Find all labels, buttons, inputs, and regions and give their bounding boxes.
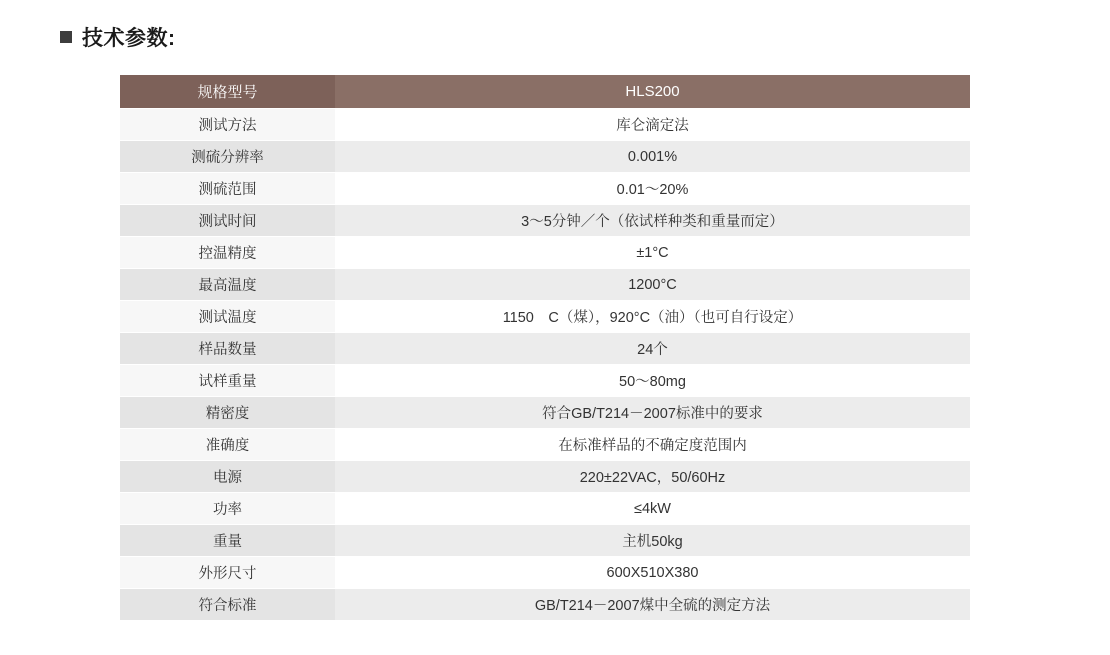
table-row xyxy=(120,333,970,365)
row-value: 0.001% xyxy=(335,141,970,173)
row-value: 24个 xyxy=(335,333,970,365)
row-value: 3～5分钟／个（依试样种类和重量而定） xyxy=(335,205,970,237)
table-row xyxy=(120,205,970,237)
row-value: ≤4kW xyxy=(335,493,970,525)
section-title-text: 技术参数: xyxy=(82,27,176,50)
row-label: 最高温度 xyxy=(120,269,335,301)
row-label: 测硫分辨率 xyxy=(120,141,335,173)
row-label: 功率 xyxy=(120,493,335,525)
row-label: 试样重量 xyxy=(120,365,335,397)
row-label: 准确度 xyxy=(120,429,335,461)
table-header-row xyxy=(120,75,970,109)
table-row xyxy=(120,557,970,589)
row-label: 测试方法 xyxy=(120,109,335,141)
table-row xyxy=(120,301,970,333)
table-header-value: HLS200 xyxy=(335,75,970,109)
table-row xyxy=(120,109,970,141)
table-row xyxy=(120,493,970,525)
row-label: 测试时间 xyxy=(120,205,335,237)
table-row xyxy=(120,461,970,493)
specifications-table xyxy=(120,74,970,621)
table-row xyxy=(120,237,970,269)
table-row xyxy=(120,589,970,621)
row-value: 600X510X380 xyxy=(335,557,970,589)
table-row xyxy=(120,173,970,205)
table-row xyxy=(120,365,970,397)
row-value: ±1°C xyxy=(335,237,970,269)
table-header-label: 规格型号 xyxy=(120,75,335,109)
table-row xyxy=(120,397,970,429)
row-value: 在标准样品的不确定度范围内 xyxy=(335,429,970,461)
row-value: 0.01～20% xyxy=(335,173,970,205)
row-label: 外形尺寸 xyxy=(120,557,335,589)
table-row xyxy=(120,269,970,301)
row-value: 220±22VAC，50/60Hz xyxy=(335,461,970,493)
row-label: 测试温度 xyxy=(120,301,335,333)
row-value: 1150 C（煤），920°C（油）（也可自行设定） xyxy=(335,301,970,333)
row-label: 重量 xyxy=(120,525,335,557)
row-value: 主机50kg xyxy=(335,525,970,557)
row-label: 符合标准 xyxy=(120,589,335,621)
row-label: 精密度 xyxy=(120,397,335,429)
row-value: 1200°C xyxy=(335,269,970,301)
row-value: GB/T214－2007煤中全硫的测定方法 xyxy=(335,589,970,621)
square-bullet-icon xyxy=(60,31,72,43)
row-value: 库仑滴定法 xyxy=(335,109,970,141)
table-body xyxy=(120,75,970,621)
row-label: 控温精度 xyxy=(120,237,335,269)
table-row xyxy=(120,525,970,557)
row-label: 电源 xyxy=(120,461,335,493)
row-value: 符合GB/T214－2007标准中的要求 xyxy=(335,397,970,429)
row-label: 样品数量 xyxy=(120,333,335,365)
table-row xyxy=(120,141,970,173)
row-label: 测硫范围 xyxy=(120,173,335,205)
table-row xyxy=(120,429,970,461)
row-value: 50～80mg xyxy=(335,365,970,397)
section-title xyxy=(60,22,176,52)
